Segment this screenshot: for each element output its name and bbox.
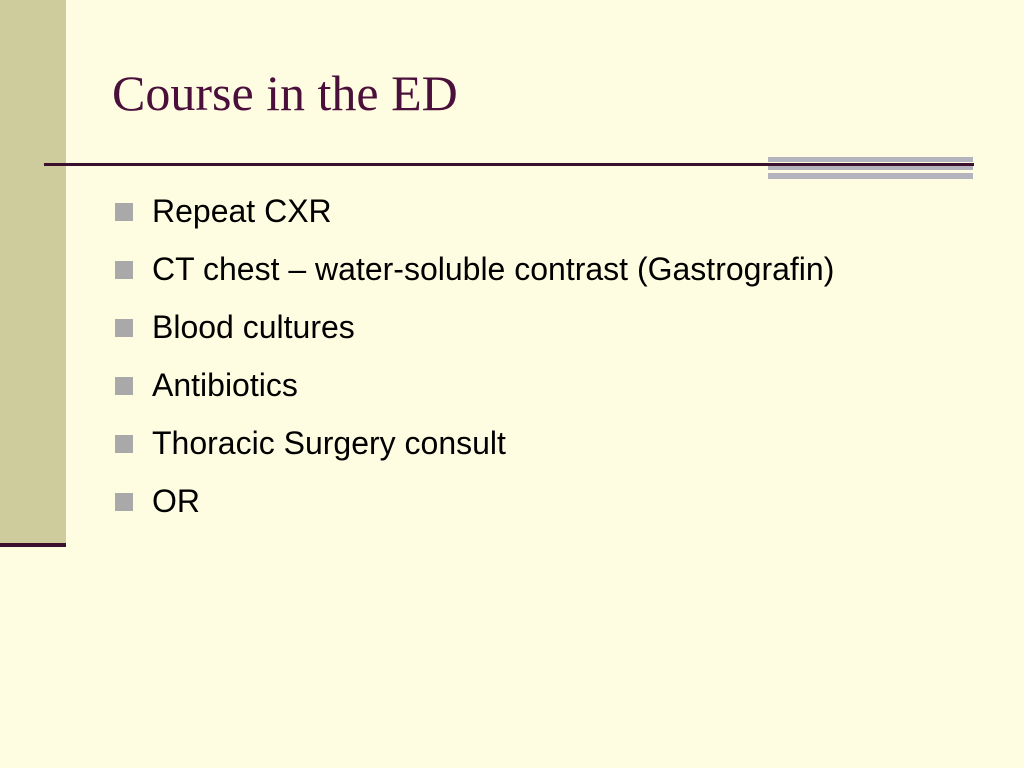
bullet-item — [115, 306, 835, 348]
square-bullet-icon — [115, 493, 133, 511]
bullet-list — [115, 190, 835, 538]
square-bullet-icon — [115, 377, 133, 395]
square-bullet-icon — [115, 261, 133, 279]
bullet-item — [115, 190, 835, 232]
bullet-text: CT chest – water-soluble contrast (Gastrografin) — [152, 251, 835, 287]
slide-title: Course in the ED — [112, 65, 458, 121]
bullet-text: Repeat CXR — [152, 193, 332, 229]
bullet-text: OR — [152, 483, 200, 519]
left-band-underline — [0, 543, 66, 547]
left-decorative-band — [0, 0, 66, 543]
square-bullet-icon — [115, 319, 133, 337]
bullet-text: Antibiotics — [152, 367, 298, 403]
bullet-text: Blood cultures — [152, 309, 355, 345]
bullet-item — [115, 364, 835, 406]
bullet-item — [115, 422, 835, 464]
accent-stripe — [768, 166, 973, 170]
bullet-text: Thoracic Surgery consult — [152, 425, 506, 461]
bullet-item — [115, 248, 835, 290]
square-bullet-icon — [115, 203, 133, 221]
square-bullet-icon — [115, 435, 133, 453]
accent-stripes — [768, 157, 973, 179]
accent-stripe — [768, 173, 973, 179]
accent-stripe — [768, 157, 973, 162]
bullet-item — [115, 480, 835, 522]
